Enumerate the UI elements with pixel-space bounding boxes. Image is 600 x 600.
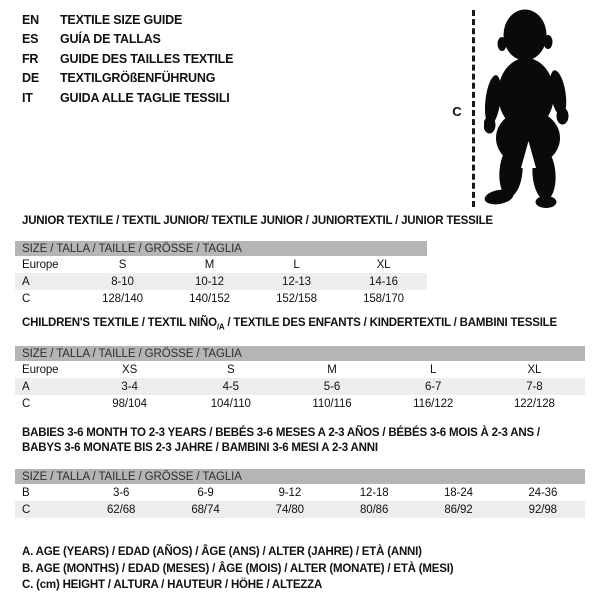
heading-text: JUNIOR TEXTILE / TEXTIL JUNIOR/ TEXTILE JUNIOR / JUNIORTEXTIL / JUNIOR TESSILE (22, 215, 493, 227)
baby-silhouette-icon (484, 8, 596, 208)
language-code: DE (22, 71, 39, 86)
table-cell: S (118, 258, 127, 271)
table-header-label: SIZE / TALLA / TAILLE / GRÖSSE / TAGLIA (15, 241, 427, 256)
height-measure-line (472, 10, 475, 207)
table-cell: 4-5 (222, 380, 239, 393)
table-row (15, 484, 585, 501)
size-guide-content (15, 215, 585, 594)
language-title: TEXTILE SIZE GUIDE (60, 13, 183, 27)
table-cell: 152/158 (276, 292, 317, 305)
table-cell: M (204, 258, 215, 271)
table-cell: 6-9 (197, 486, 214, 499)
table-cell: 158/170 (363, 292, 404, 305)
table-cell: 8-10 (111, 275, 134, 288)
section-junior (15, 215, 585, 307)
section-heading-children (22, 317, 585, 333)
height-measure-label: C (452, 104, 462, 119)
row-label: Europe (22, 258, 59, 271)
table-cell: L (293, 258, 300, 271)
language-title: GUÍA DE TALLAS (60, 32, 161, 47)
table-cell: XS (122, 363, 138, 376)
row-label: C (22, 292, 31, 305)
heading-text: / TEXTILE DES ENFANTS / KINDERTEXTIL / BAMBINI TESSILE (224, 317, 557, 329)
table-cell: L (430, 363, 437, 376)
table-cell: S (226, 363, 235, 376)
language-code: FR (22, 51, 39, 66)
heading-text: /A (216, 322, 225, 332)
section-heading-junior (22, 215, 585, 228)
table-cell: 10-12 (195, 275, 224, 288)
section-babies (15, 426, 585, 518)
table-row (15, 501, 585, 518)
size-table-junior (15, 241, 427, 307)
table-cell: 14-16 (369, 275, 398, 288)
table-header-row (15, 469, 585, 484)
heading-text: BABYS 3-6 MONATE BIS 2-3 JAHRE / BAMBINI 3-6 MESI A 2-3 ANNI (22, 442, 378, 455)
table-cell: 3-6 (113, 486, 130, 499)
language-row (22, 89, 233, 108)
heading-text: CHILDREN'S TEXTILE / TEXTIL NIÑO (22, 317, 217, 329)
table-cell: 92/98 (528, 503, 557, 516)
table-cell: 74/80 (275, 503, 304, 516)
table-row (15, 256, 427, 273)
row-label: C (22, 397, 31, 410)
language-row (22, 50, 233, 69)
row-label: A (22, 275, 30, 288)
table-header-label: SIZE / TALLA / TAILLE / GRÖSSE / TAGLIA (15, 469, 585, 484)
table-row (15, 290, 427, 307)
table-cell: 140/152 (189, 292, 230, 305)
language-code: EN (22, 13, 39, 27)
language-title: GUIDA ALLE TAGLIE TESSILI (60, 90, 230, 105)
language-code: ES (22, 32, 39, 47)
table-header-label: SIZE / TALLA / TAILLE / GRÖSSE / TAGLIA (15, 346, 585, 361)
table-cell: 80/86 (360, 503, 389, 516)
table-row (15, 361, 585, 378)
row-label: Europe (22, 363, 59, 376)
table-cell: 9-12 (278, 486, 302, 499)
table-cell: 128/140 (102, 292, 143, 305)
table-header-row (15, 241, 427, 256)
language-title: GUIDE DES TAILLES TEXTILE (60, 51, 234, 66)
table-cell: XL (376, 258, 391, 271)
table-cell: 24-36 (528, 486, 558, 499)
language-row (22, 11, 233, 30)
footnote-a: A. AGE (YEARS) / EDAD (AÑOS) / ÂGE (ANS) / ALTER (JAHRE) / ETÀ (ANNI) (22, 546, 422, 559)
table-cell: 98/104 (112, 397, 147, 410)
footnote-c: C. (cm) HEIGHT / ALTURA / HAUTEUR / HÖHE / ALTEZZA (22, 579, 323, 592)
table-cell: 7-8 (526, 380, 543, 393)
language-row (22, 69, 233, 88)
table-cell: 62/68 (107, 503, 136, 516)
table-row (15, 395, 585, 412)
table-cell: 6-7 (424, 380, 442, 393)
table-cell: 3-4 (121, 380, 138, 393)
language-title: TEXTILGRÖßENFÜHRUNG (60, 71, 216, 86)
height-figure (448, 6, 598, 212)
table-cell: 68/74 (191, 503, 220, 516)
table-cell: 18-24 (444, 486, 473, 499)
footnote-b: B. AGE (MONTHS) / EDAD (MESES) / ÂGE (MOIS) / ALTER (MONATE) / ETÀ (MESI) (22, 562, 454, 575)
table-cell: 86/92 (444, 503, 473, 516)
section-heading-babies (22, 426, 585, 456)
table-cell: 12-18 (359, 486, 389, 499)
table-cell: 104/110 (210, 397, 251, 410)
footnotes (22, 544, 585, 594)
language-row (22, 30, 233, 49)
table-row (15, 273, 427, 290)
table-cell: 5-6 (323, 380, 341, 393)
language-code: IT (22, 90, 33, 105)
table-cell: M (327, 363, 337, 376)
table-cell: XL (527, 363, 542, 376)
table-cell: 122/128 (513, 397, 555, 410)
row-label: C (22, 503, 31, 516)
row-label: A (22, 380, 30, 393)
language-list (22, 11, 233, 108)
section-children (15, 317, 585, 412)
table-header-row (15, 346, 585, 361)
table-row (15, 378, 585, 395)
table-cell: 110/116 (312, 397, 352, 410)
table-cell: 12-13 (282, 275, 311, 288)
heading-text: BABIES 3-6 MONTH TO 2-3 YEARS / BEBÉS 3-6 MESES A 2-3 AÑOS / BÉBÉS 3-6 MOIS À 2-3 ANS / (22, 427, 540, 440)
table-cell: 116/122 (413, 397, 454, 410)
size-table-children (15, 346, 585, 412)
size-table-babies (15, 469, 585, 518)
row-label: B (22, 486, 30, 499)
